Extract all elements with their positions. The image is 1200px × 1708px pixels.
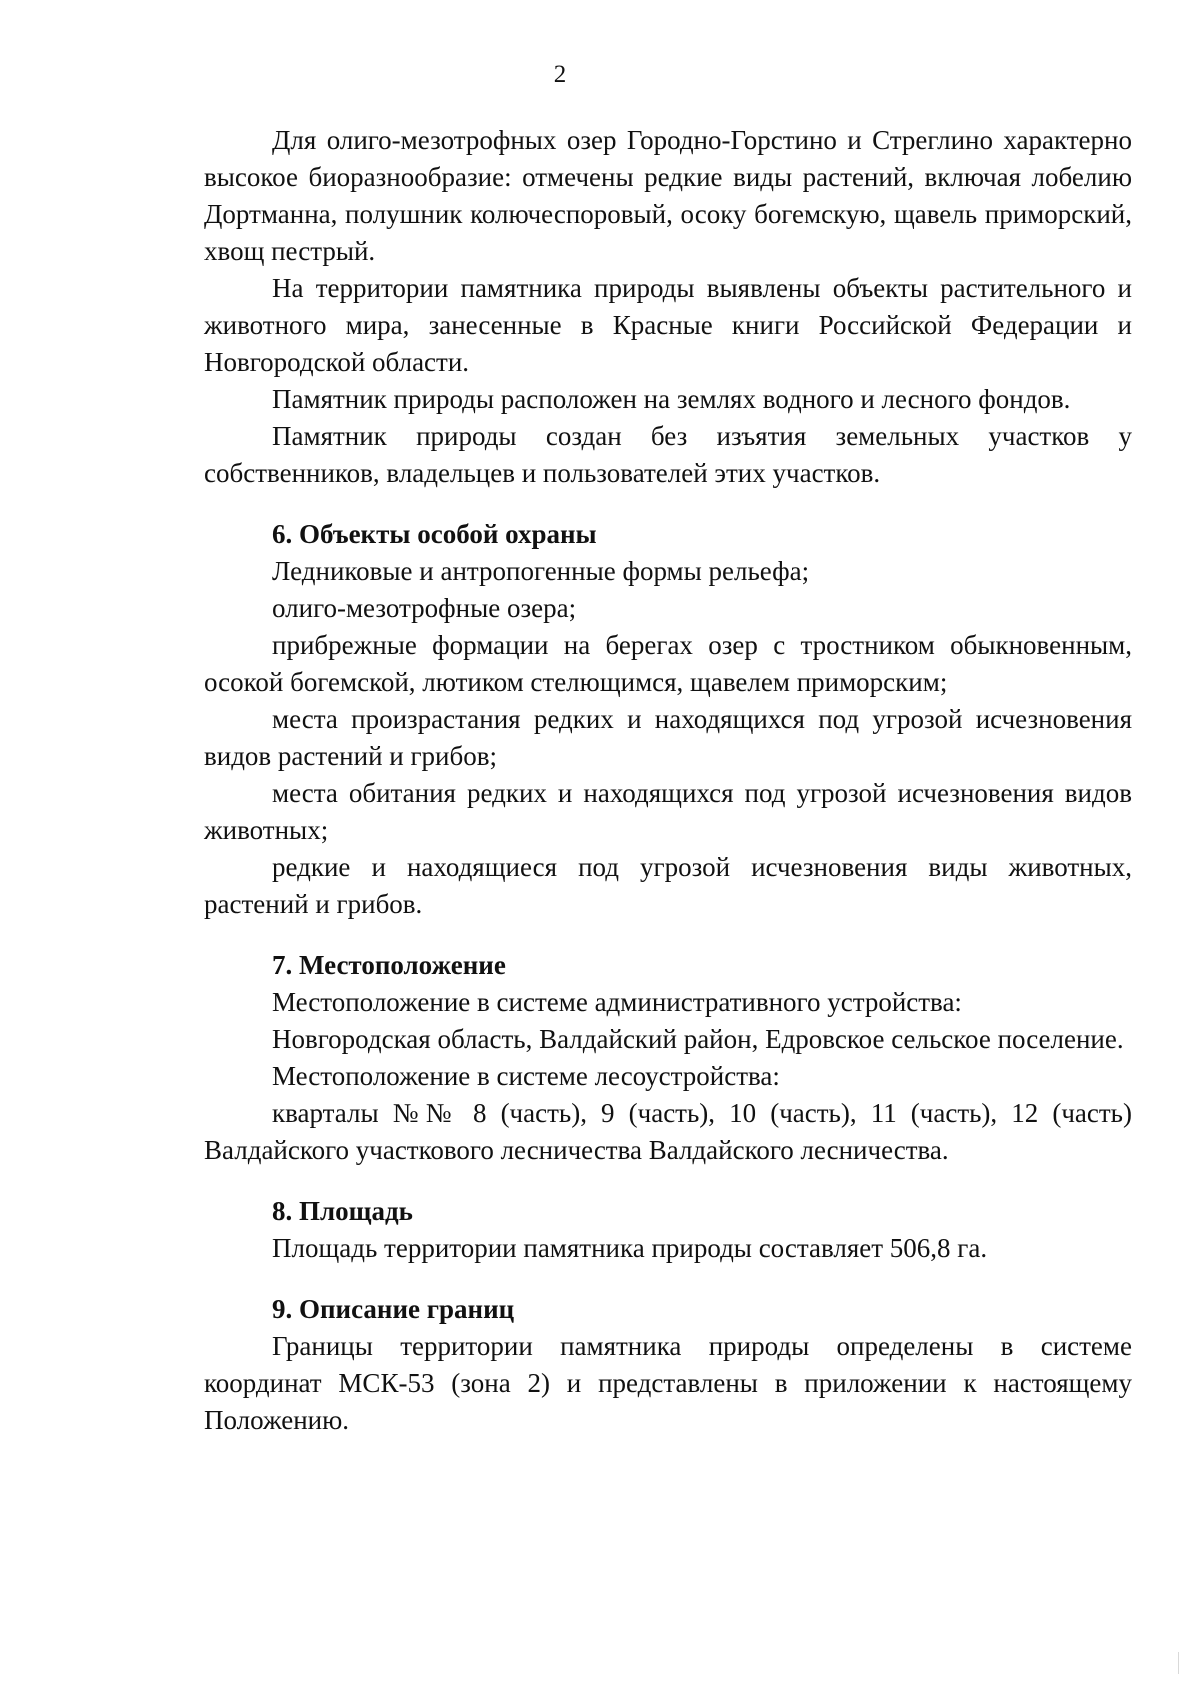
section-6-item: прибрежные формации на берегах озер с тростником обыкновенным, осокой богемской, лютиком стелющимся, щавелем приморским; [204,630,1132,697]
section-6-item: редкие и находящиеся под угрозой исчезновения виды животных, растений и грибов. [204,852,1132,919]
intro-paragraph-biodiversity: Для олиго-мезотрофных озер Городно-Горстино и Стреглино характерно высокое биоразнообразие: отмечены редкие виды растений, включая лобелию Дортманна, полушник колючеспоровый, осоку богемскую, щавель приморский, хвощ пестрый. [204,125,1132,266]
scan-artifact-mark [1178,1652,1179,1674]
intro-paragraph-lands: Памятник природы расположен на землях водного и лесного фондов. [272,384,1071,414]
section-8-heading: 8. Площадь [272,1196,413,1226]
section-6-item: Ледниковые и антропогенные формы рельефа; [272,556,810,586]
section-6-heading: 6. Объекты особой охраны [272,519,597,549]
section-7-admin-value: Новгородская область, Валдайский район, Едровское сельское поселение. [272,1024,1124,1054]
page-number: 2 [553,61,567,88]
intro-paragraph-red-book: На территории памятника природы выявлены объекты растительного и животного мира, занесенные в Красные книги Российской Федерации и Новгородской области. [204,273,1132,377]
section-8-text: Площадь территории памятника природы составляет 506,8 га. [272,1233,988,1263]
section-7-heading: 7. Местоположение [272,950,506,980]
section-6-item: места произрастания редких и находящихся под угрозой исчезновения видов растений и грибов; [204,704,1132,771]
intro-paragraph-no-seizure: Памятник природы создан без изъятия земельных участков у собственников, владельцев и пользователей этих участков. [204,421,1132,488]
section-7-forest-value: кварталы №№ 8 (часть), 9 (часть), 10 (часть), 11 (часть), 12 (часть) Валдайского участкового лесничества Валдайского лесничества. [204,1098,1132,1165]
section-6-item: места обитания редких и находящихся под угрозой исчезновения видов животных; [204,778,1132,845]
section-6-item: олиго-мезотрофные озера; [272,593,577,623]
section-9-heading: 9. Описание границ [272,1294,515,1324]
document-body [204,122,1132,1439]
section-7-forest-label: Местоположение в системе лесоустройства: [272,1061,780,1091]
section-7-admin-label: Местоположение в системе административного устройства: [272,987,962,1017]
section-9-text: Границы территории памятника природы определены в системе координат МСК-53 (зона 2) и представлены в приложении к настоящему Положению. [204,1331,1132,1435]
